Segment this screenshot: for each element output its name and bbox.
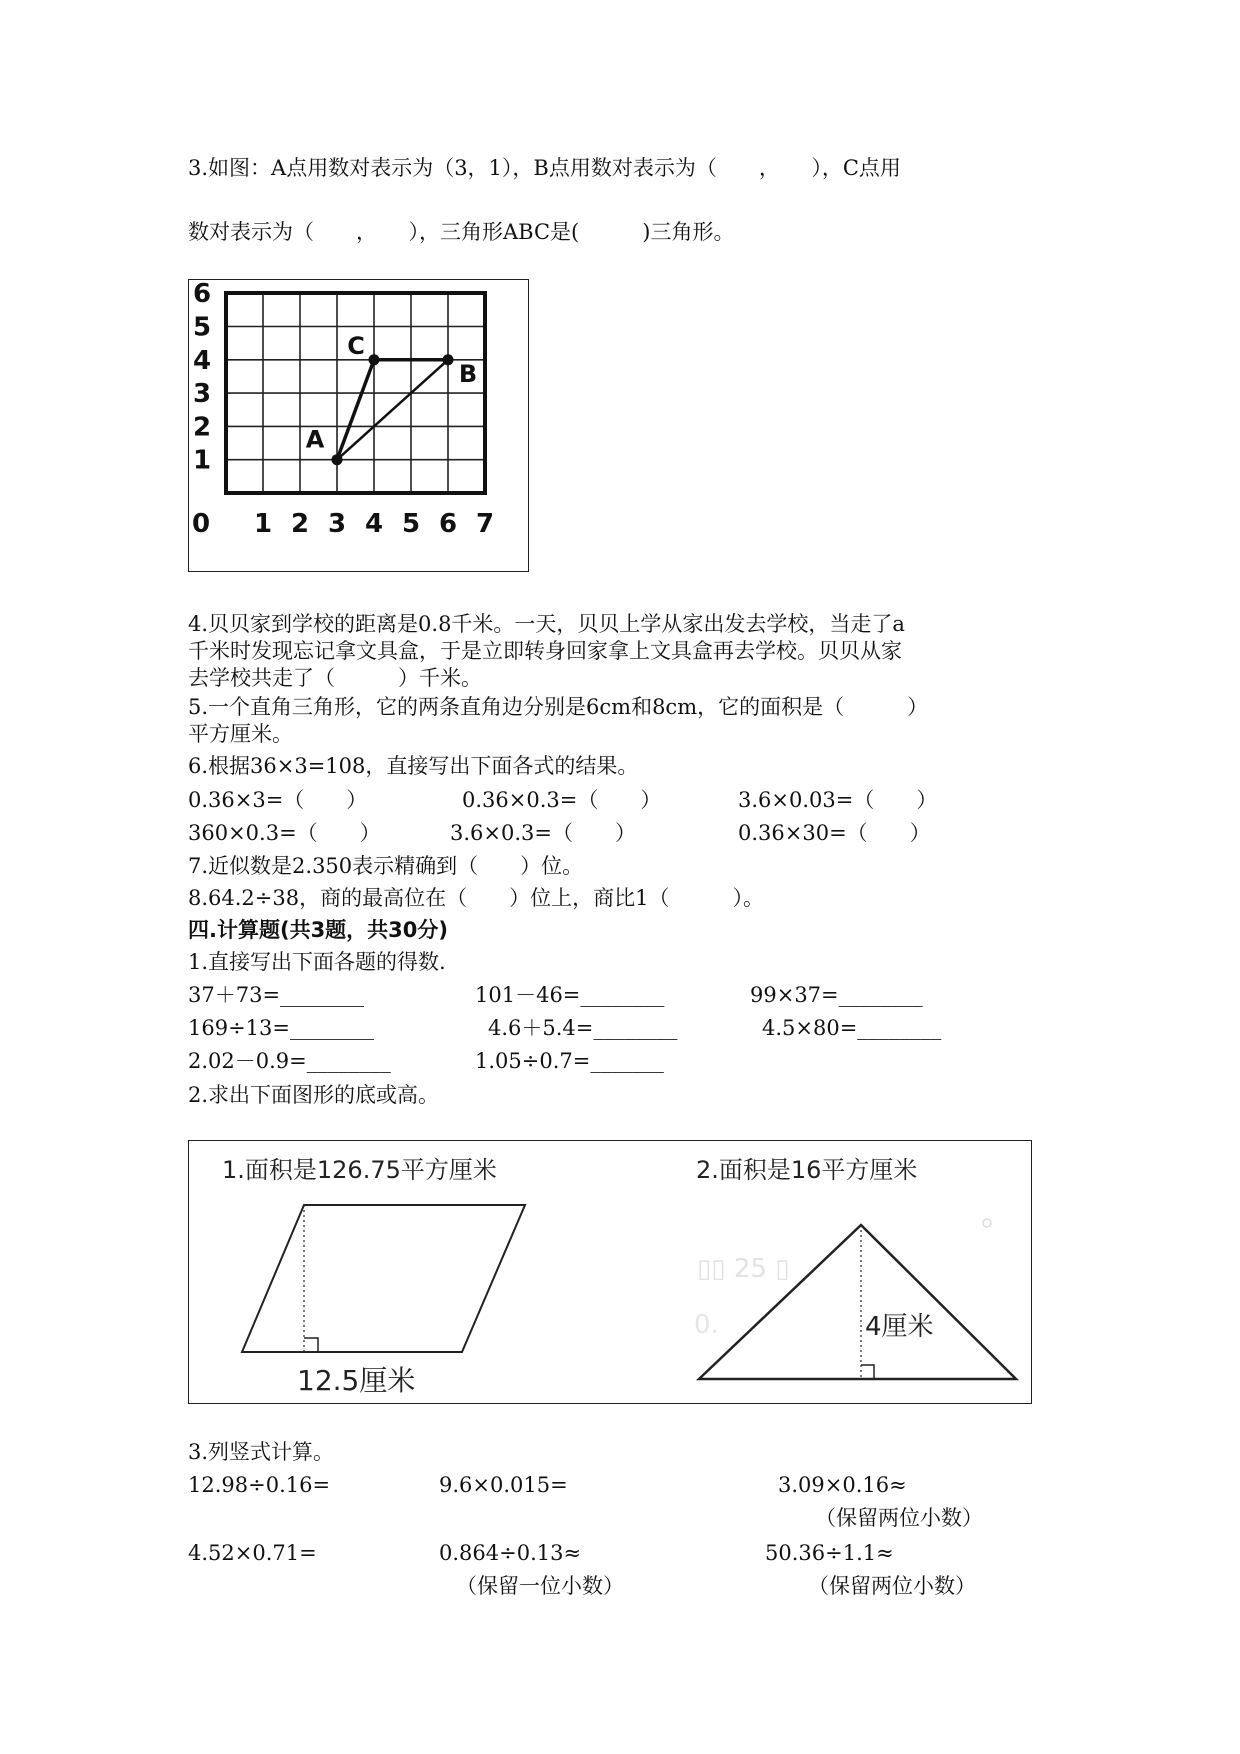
x-tick-label: 7 bbox=[475, 509, 495, 539]
right-angle-mark bbox=[304, 1338, 318, 1352]
y-tick-label: 6 bbox=[192, 280, 212, 310]
q6-item: 3.6×0.3=（ ） bbox=[450, 821, 636, 845]
section4-heading: 四.计算题(共3题，共30分) bbox=[188, 918, 449, 942]
y-tick-label: 5 bbox=[192, 312, 212, 343]
q5-text-line1: 5.一个直角三角形，它的两条直角边分别是6cm和8cm，它的面积是（ ） bbox=[188, 695, 929, 719]
q6-item: 0.36×3=（ ） bbox=[188, 788, 368, 812]
q6-item: 3.6×0.03=（ ） bbox=[738, 788, 938, 812]
p3-item: 4.52×0.71= bbox=[188, 1541, 317, 1565]
x-tick-label: 1 bbox=[253, 509, 273, 539]
point-a-marker bbox=[332, 454, 343, 465]
parallelogram-shape bbox=[242, 1205, 525, 1352]
p1-item: 4.6＋5.4=________ bbox=[488, 1016, 678, 1040]
coordinate-grid-figure bbox=[188, 279, 529, 572]
point-b-marker bbox=[443, 354, 454, 365]
p3-item: 0.864÷0.13≈ bbox=[439, 1541, 582, 1565]
p1-item: 1.05÷0.7=_______ bbox=[475, 1049, 664, 1073]
point-b-label: B bbox=[458, 359, 478, 388]
p1-item: 4.5×80=________ bbox=[762, 1016, 942, 1040]
p3-item: 9.6×0.015= bbox=[439, 1473, 568, 1497]
q6-item: 0.36×30=（ ） bbox=[738, 821, 931, 845]
p2-intro: 2.求出下面图形的底或高。 bbox=[188, 1083, 440, 1107]
p1-item: 2.02－0.9=________ bbox=[188, 1049, 391, 1073]
y-tick-label: 3 bbox=[192, 379, 212, 410]
p3-note: （保留两位小数） bbox=[815, 1506, 983, 1530]
q6-item: 0.36×0.3=（ ） bbox=[462, 788, 662, 812]
point-c-label: C bbox=[347, 331, 365, 360]
point-a-label: A bbox=[305, 425, 325, 454]
y-tick-label: 4 bbox=[192, 345, 212, 376]
p3-item: 12.98÷0.16= bbox=[188, 1473, 331, 1497]
faint-ghost-mark: ▯▯ 25 ▯ bbox=[697, 1254, 790, 1284]
p3-note: （保留一位小数） bbox=[456, 1574, 624, 1598]
point-c-marker bbox=[369, 354, 380, 365]
right-angle-mark bbox=[861, 1365, 874, 1379]
q4-text-line3: 去学校共走了（ ）千米。 bbox=[188, 666, 482, 690]
q4-text-line2: 千米时发现忘记拿文具盒，于是立即转身回家拿上文具盒再去学校。贝贝从家 bbox=[188, 639, 902, 663]
triangle-height-label: 4厘米 bbox=[865, 1312, 934, 1342]
q5-text-line2: 平方厘米。 bbox=[188, 722, 293, 746]
q4-text-line1: 4.贝贝家到学校的距离是0.8千米。一天，贝贝上学从家出发去学校，当走了a bbox=[188, 612, 905, 636]
p3-item: 50.36÷1.1≈ bbox=[765, 1541, 894, 1565]
x-tick-label: 3 bbox=[327, 509, 347, 539]
faint-ghost-mark: 0. bbox=[694, 1310, 719, 1340]
shapes-figure bbox=[188, 1140, 1032, 1404]
x-tick-label: 0 bbox=[191, 509, 211, 539]
faint-ghost-mark bbox=[983, 1219, 991, 1227]
q6-item: 360×0.3=（ ） bbox=[188, 821, 381, 845]
fig1-title: 1.面积是126.75平方厘米 bbox=[222, 1156, 497, 1184]
x-tick-label: 6 bbox=[438, 509, 458, 539]
p3-note: （保留两位小数） bbox=[808, 1574, 976, 1598]
q3-text-line1: 3.如图：A点用数对表示为（3，1），B点用数对表示为（ ， ），C点用 bbox=[188, 156, 901, 180]
p1-intro: 1.直接写出下面各题的得数. bbox=[188, 950, 446, 974]
triangle-shape bbox=[699, 1225, 1016, 1379]
coordinate-grid bbox=[189, 280, 527, 570]
p1-item: 99×37=________ bbox=[750, 983, 923, 1007]
p1-item: 169÷13=________ bbox=[188, 1016, 374, 1040]
fig2-title: 2.面积是16平方厘米 bbox=[696, 1156, 918, 1184]
q3-text-line2: 数对表示为（ ， ），三角形ABC是( )三角形。 bbox=[188, 220, 735, 244]
q6-intro: 6.根据36×3=108，直接写出下面各式的结果。 bbox=[188, 754, 639, 778]
y-tick-label: 2 bbox=[192, 412, 212, 443]
p1-item: 37＋73=________ bbox=[188, 983, 365, 1007]
x-tick-label: 4 bbox=[364, 509, 384, 539]
p3-intro: 3.列竖式计算。 bbox=[188, 1440, 335, 1464]
x-tick-label: 5 bbox=[401, 509, 421, 539]
p3-item: 3.09×0.16≈ bbox=[778, 1473, 907, 1497]
p1-item: 101－46=________ bbox=[475, 983, 665, 1007]
x-tick-label: 2 bbox=[290, 509, 310, 539]
parallelogram-base-label: 12.5厘米 bbox=[297, 1364, 416, 1397]
q7-text: 7.近似数是2.350表示精确到（ ）位。 bbox=[188, 854, 584, 878]
q8-text: 8.64.2÷38，商的最高位在（ ）位上，商比1（ ）。 bbox=[188, 886, 764, 910]
y-tick-label: 1 bbox=[192, 445, 212, 476]
shapes-drawing bbox=[189, 1141, 1030, 1402]
